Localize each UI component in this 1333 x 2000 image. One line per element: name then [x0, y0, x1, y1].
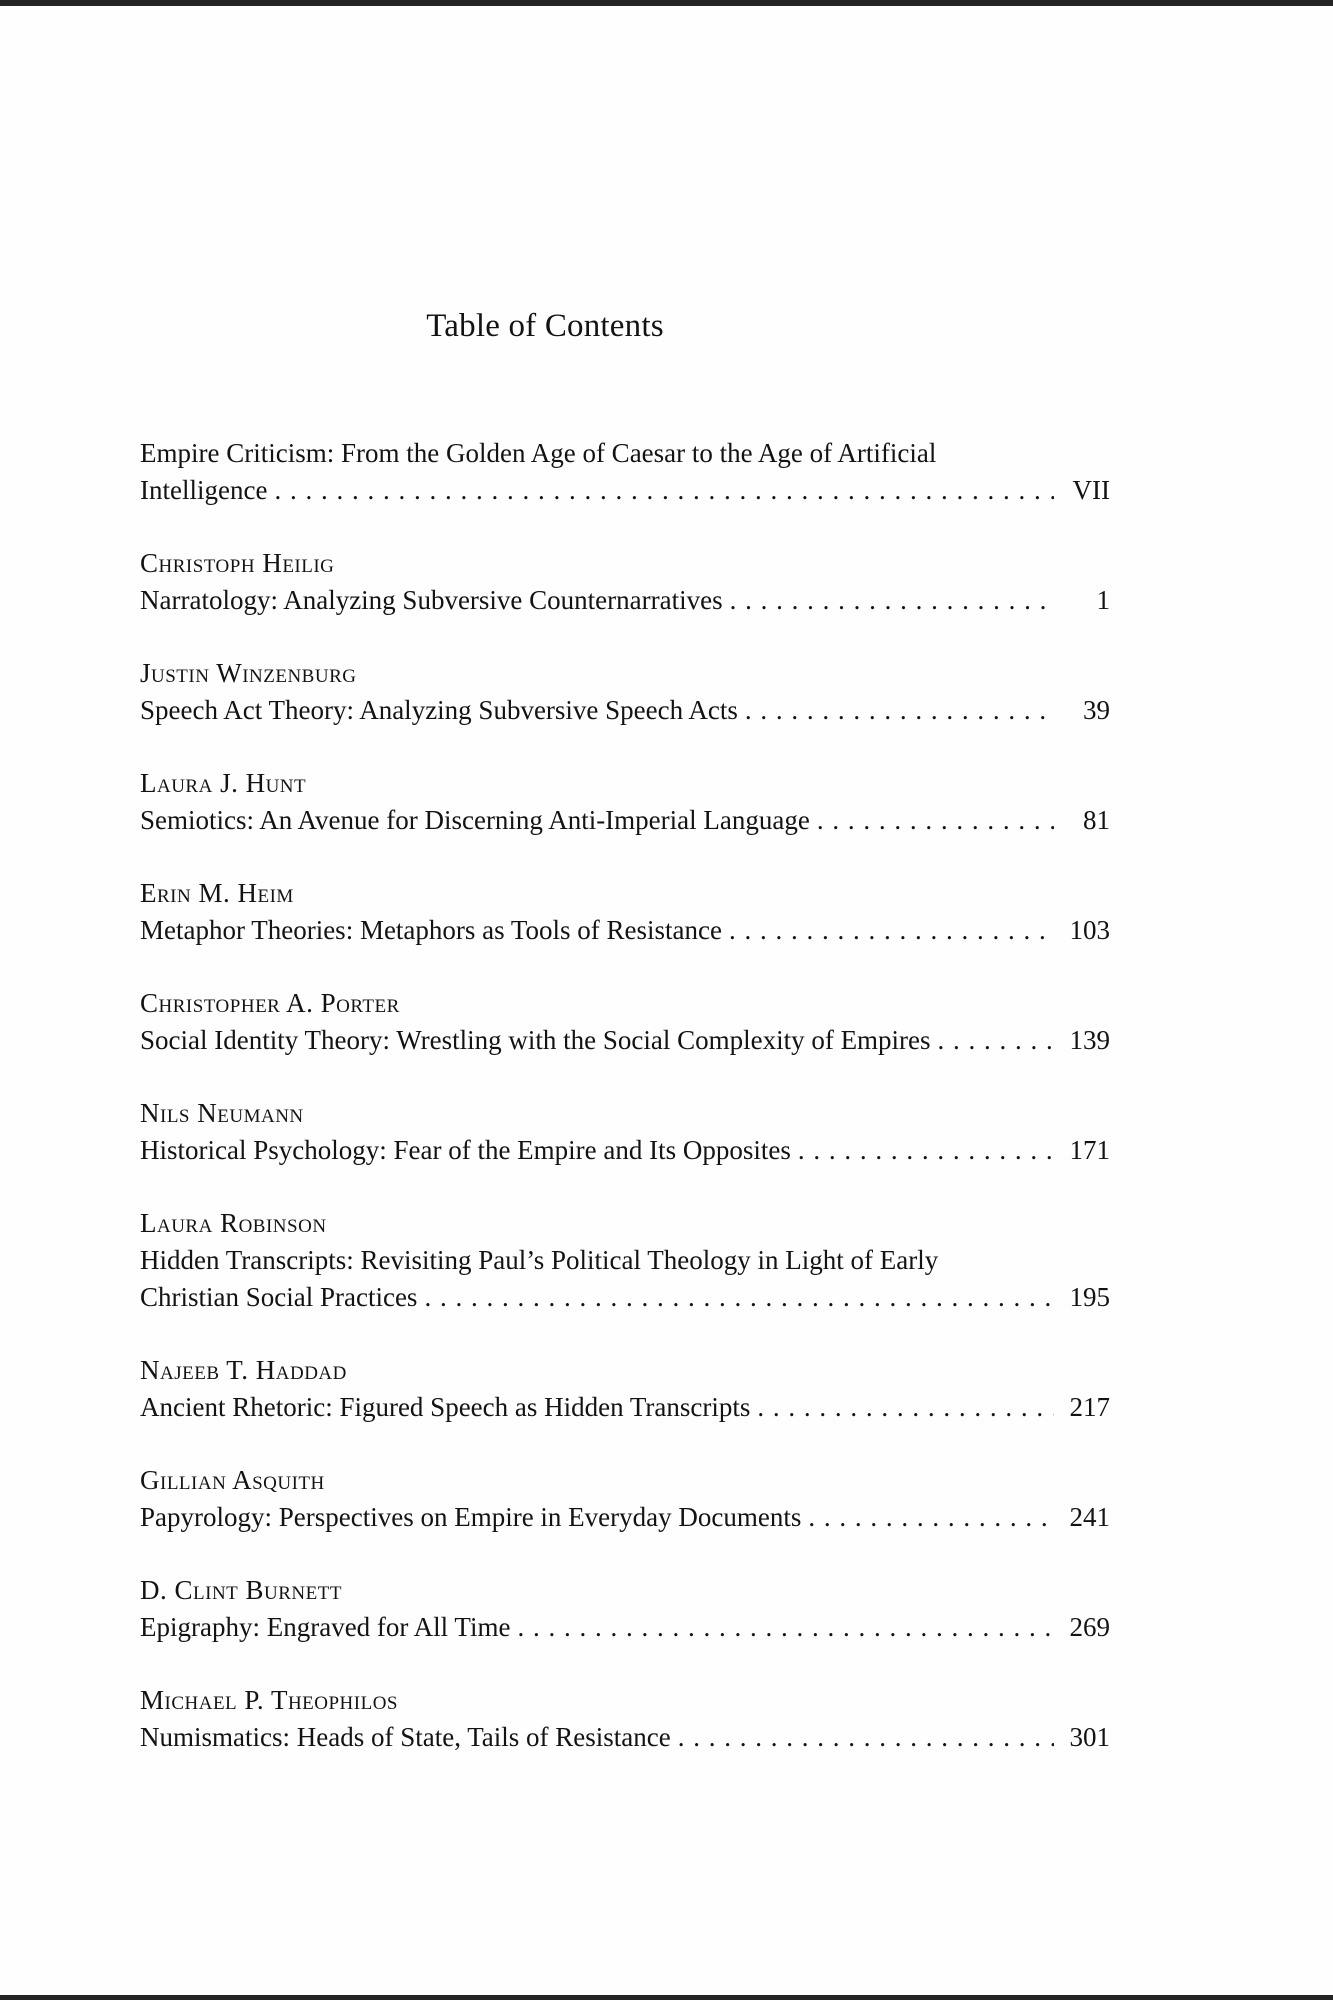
dot-leader — [730, 582, 1054, 619]
toc-entry — [140, 765, 1110, 839]
entry-page-number: 81 — [1083, 805, 1110, 835]
entry-title-text: Metaphor Theories: Metaphors as Tools of Resistance — [140, 915, 722, 945]
entry-author: Michael P. Theophilos — [140, 1685, 398, 1715]
entry-page-number: 269 — [1069, 1612, 1110, 1642]
dot-leader — [798, 1132, 1054, 1169]
dot-leader — [745, 692, 1054, 729]
entry-title-text: Speech Act Theory: Analyzing Subversive Speech Acts — [140, 695, 738, 725]
entry-title-line — [140, 802, 1110, 839]
entry-author: Najeeb T. Haddad — [140, 1355, 347, 1385]
toc-entry — [140, 1352, 1110, 1426]
entry-title-line — [140, 1609, 1110, 1646]
toc-entries — [140, 435, 1110, 1756]
entry-author: Christoph Heilig — [140, 548, 335, 578]
entry-title-text: Intelligence — [140, 475, 268, 505]
entry-title-line: Empire Criticism: From the Golden Age of Caesar to the Age of Artificial — [140, 438, 937, 468]
dot-leader — [757, 1389, 1054, 1426]
toc-entry — [140, 1682, 1110, 1756]
entry-author: Nils Neumann — [140, 1098, 304, 1128]
entry-page-number: 171 — [1069, 1135, 1110, 1165]
entry-author: D. Clint Burnett — [140, 1575, 342, 1605]
entry-title-line: Hidden Transcripts: Revisiting Paul’s Political Theology in Light of Early — [140, 1245, 939, 1275]
entry-page-number: 1 — [1096, 585, 1110, 615]
entry-page-number: 103 — [1069, 915, 1110, 945]
toc-entry — [140, 435, 1110, 509]
toc-entry — [140, 985, 1110, 1059]
entry-page-number: 217 — [1069, 1392, 1110, 1422]
entry-author: Laura Robinson — [140, 1208, 327, 1238]
toc-entry — [140, 545, 1110, 619]
entry-title-line — [140, 1499, 1110, 1536]
entry-title-line — [140, 1389, 1110, 1426]
entry-title-text: Social Identity Theory: Wrestling with the Social Complexity of Empires — [140, 1025, 931, 1055]
entry-page-number: 241 — [1069, 1502, 1110, 1532]
entry-title-line — [140, 692, 1110, 729]
entry-title-text: Christian Social Practices — [140, 1282, 418, 1312]
entry-title-text: Historical Psychology: Fear of the Empire and Its Opposites — [140, 1135, 791, 1165]
entry-title-line — [140, 1022, 1110, 1059]
dot-leader — [938, 1022, 1054, 1059]
dot-leader — [729, 912, 1054, 949]
entry-title-line — [140, 912, 1110, 949]
toc-entry — [140, 655, 1110, 729]
toc-entry — [140, 1462, 1110, 1536]
entry-page-number: VII — [1072, 475, 1110, 505]
entry-author: Erin M. Heim — [140, 878, 294, 908]
entry-title-text: Numismatics: Heads of State, Tails of Resistance — [140, 1722, 671, 1752]
book-page — [0, 6, 1333, 1995]
entry-page-number: 39 — [1083, 695, 1110, 725]
page-title: Table of Contents — [426, 308, 664, 344]
entry-author: Gillian Asquith — [140, 1465, 325, 1495]
toc-entry — [140, 1095, 1110, 1169]
dot-leader — [517, 1609, 1054, 1646]
toc-entry — [140, 875, 1110, 949]
dot-leader — [817, 802, 1054, 839]
entry-title-line — [140, 1132, 1110, 1169]
toc-entry — [140, 1205, 1110, 1316]
entry-title-text: Semiotics: An Avenue for Discerning Anti-Imperial Language — [140, 805, 810, 835]
dot-leader — [274, 472, 1054, 509]
toc-entry — [140, 1572, 1110, 1646]
entry-title-text: Ancient Rhetoric: Figured Speech as Hidden Transcripts — [140, 1392, 751, 1422]
entry-title-line — [140, 582, 1110, 619]
entry-title-text: Narratology: Analyzing Subversive Counternarratives — [140, 585, 723, 615]
screen-bottom-edge-bar — [0, 1995, 1333, 2000]
dot-leader — [808, 1499, 1054, 1536]
entry-title-line — [140, 1279, 1110, 1316]
entry-page-number: 195 — [1069, 1282, 1110, 1312]
dot-leader — [678, 1719, 1054, 1756]
entry-page-number: 301 — [1069, 1722, 1110, 1752]
entry-title-text: Papyrology: Perspectives on Empire in Everyday Documents — [140, 1502, 802, 1532]
entry-author: Justin Winzenburg — [140, 658, 357, 688]
entry-title-line — [140, 1719, 1110, 1756]
entry-author: Christopher A. Porter — [140, 988, 400, 1018]
dot-leader — [424, 1279, 1054, 1316]
entry-title-line — [140, 472, 1110, 509]
entry-author: Laura J. Hunt — [140, 768, 307, 798]
entry-title-text: Epigraphy: Engraved for All Time — [140, 1612, 511, 1642]
entry-page-number: 139 — [1069, 1025, 1110, 1055]
